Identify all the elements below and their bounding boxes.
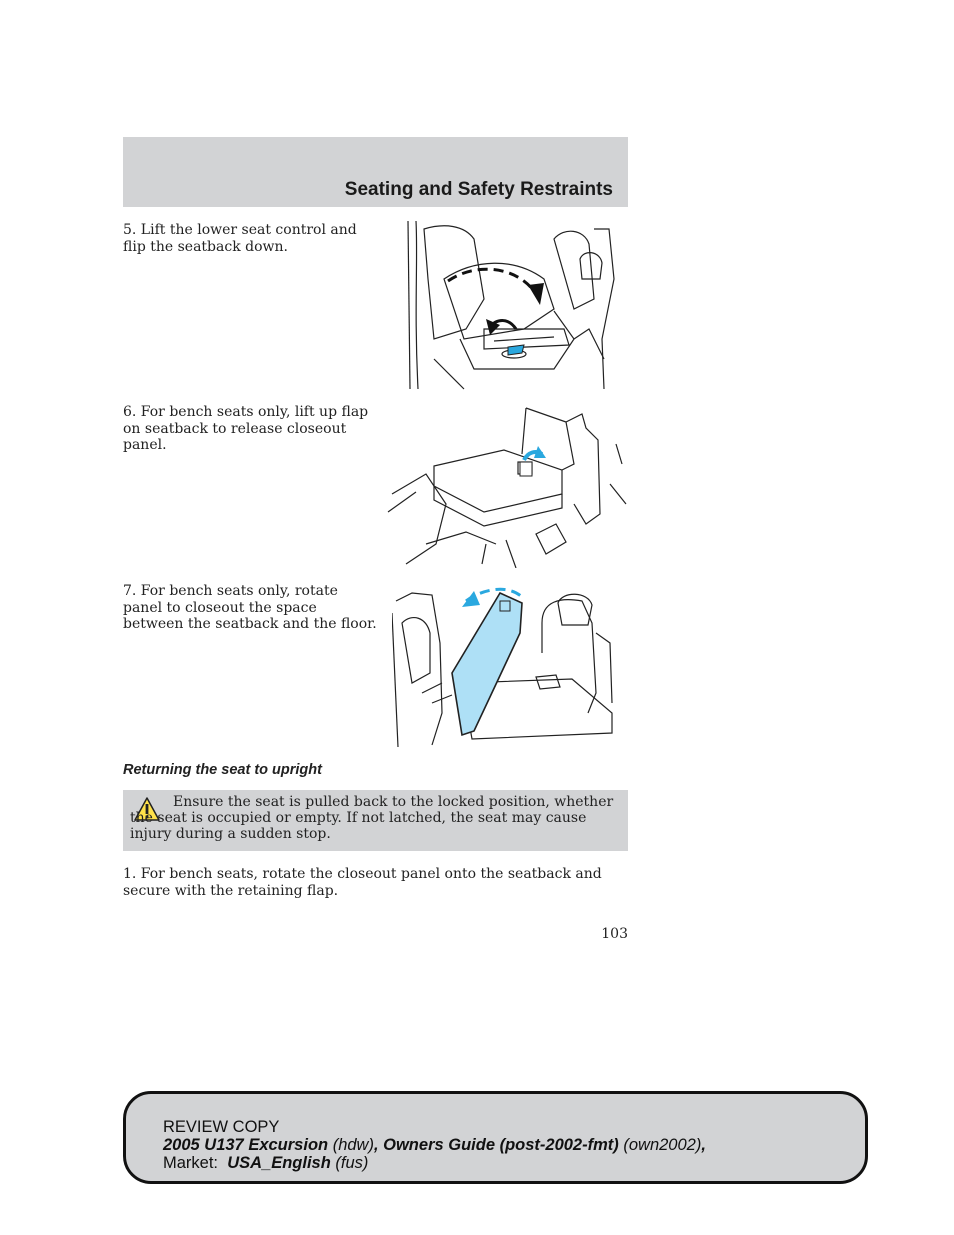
returning-seat-subheading: Returning the seat to upright bbox=[123, 762, 322, 778]
footer-review-copy: REVIEW COPY bbox=[163, 1118, 280, 1136]
footer-market-label: Market: bbox=[163, 1154, 219, 1172]
instruction-paragraph: 1. For bench seats, rotate the closeout panel onto the seatback and secure with the retaining flap. bbox=[123, 866, 602, 899]
closeout-flap-illustration bbox=[386, 404, 630, 568]
footer-line-2 bbox=[163, 1136, 706, 1154]
section-header bbox=[123, 137, 628, 207]
step-6-text: 6. For bench seats only, lift up flap on seatback to release closeout panel. bbox=[123, 404, 369, 453]
review-footer bbox=[123, 1091, 868, 1184]
closeout-panel-illustration bbox=[392, 583, 618, 747]
footer-vehicle-code: (hdw) bbox=[332, 1136, 374, 1154]
footer-market-code: (fus) bbox=[335, 1154, 369, 1172]
warning-text: Ensure the seat is pulled back to the locked position, whether the seat is occupied or empty. If not latched, the seat may cause injury during a sudden stop. bbox=[130, 794, 614, 842]
footer-guide-code: (own2002) bbox=[623, 1136, 702, 1154]
section-title: Seating and Safety Restraints bbox=[344, 179, 613, 200]
step-7-text: 7. For bench seats only, rotate panel to closeout the space between the seatback and the floor. bbox=[123, 583, 377, 632]
footer-market: USA_English bbox=[227, 1154, 331, 1172]
footer-line-3 bbox=[163, 1154, 706, 1172]
warning-box bbox=[123, 790, 628, 851]
footer-vehicle: 2005 U137 Excursion bbox=[163, 1136, 329, 1154]
footer-text bbox=[163, 1118, 706, 1172]
footer-sep-2: , bbox=[701, 1136, 706, 1154]
footer-sep-1: , bbox=[373, 1136, 384, 1154]
footer-guide: Owners Guide (post-2002-fmt) bbox=[383, 1136, 619, 1154]
seat-fold-illustration bbox=[404, 219, 626, 391]
page-number: 103 bbox=[601, 926, 628, 942]
step-5-text: 5. Lift the lower seat control and flip the seatback down. bbox=[123, 222, 357, 255]
